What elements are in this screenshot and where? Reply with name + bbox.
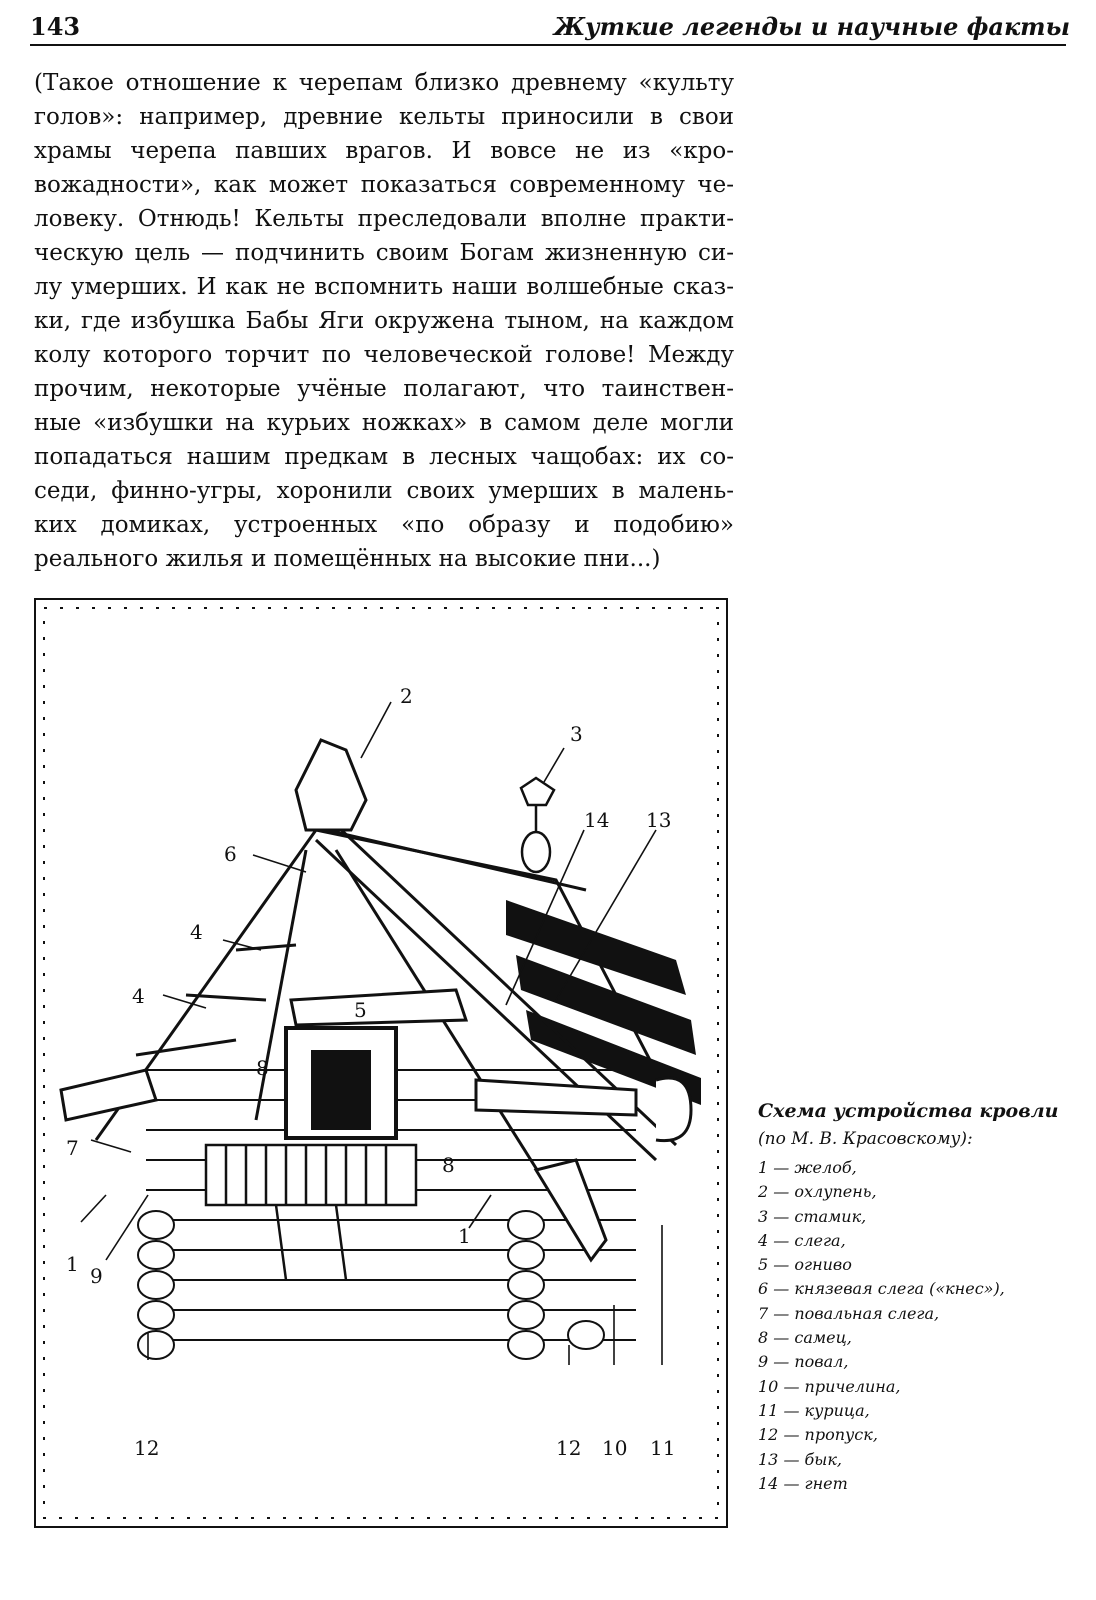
log-ends-left (138, 1211, 174, 1359)
gutter-left (61, 1070, 156, 1120)
callout-2: 2 (400, 684, 413, 708)
callout-1-right: 1 (458, 1224, 471, 1248)
legend-item: 11 — курица, (758, 1400, 870, 1420)
roof-illustration (36, 600, 726, 1526)
header-rule (30, 44, 1066, 46)
legend-item: 1 — желоб, (758, 1158, 857, 1177)
callout-5: 5 (354, 998, 367, 1022)
callout-12-left: 12 (134, 1436, 160, 1460)
legend-item: 13 — бык, (758, 1449, 842, 1469)
okhlupen-horse-head (296, 740, 366, 830)
legend-item: 7 — повальная слега, (758, 1303, 940, 1323)
callout-12-right: 12 (556, 1436, 582, 1460)
callout-7: 7 (66, 1136, 79, 1160)
caption-legend (758, 1156, 1068, 1496)
prichelina-board (536, 1160, 606, 1260)
callout-10: 10 (602, 1436, 628, 1460)
caption-source: (по М. В. Красовскому): (758, 1129, 973, 1149)
roof-diagram-figure (34, 598, 728, 1528)
legend-item: 2 — охлупень, (758, 1182, 877, 1202)
legend-item: 3 — стамик, (758, 1206, 867, 1226)
kuritsa-hook (656, 1078, 691, 1141)
balcony (206, 1145, 416, 1280)
legend-item: 6 — князевая слега («кнес»), (758, 1279, 1005, 1299)
legend-item: 4 — слега, (758, 1230, 846, 1250)
legend-item: 10 — причелина, (758, 1376, 901, 1396)
roof-boards (506, 900, 701, 1105)
callout-1-left: 1 (66, 1252, 79, 1276)
callout-9: 9 (90, 1264, 103, 1288)
legend-item: 14 — гнет (758, 1473, 848, 1493)
callout-3: 3 (570, 722, 583, 746)
callout-11: 11 (650, 1436, 676, 1460)
legend-item: 8 — самец, (758, 1328, 852, 1348)
body-paragraph: (Такое отношение к черепам близко древнему «культу голов»: например, древние кельты приносили в свои храмы черепа павших врагов. И вовсе не из «кро-вожадности», как может показаться современному че-ловеку. Отнюдь! Кельты преследовали вполне практи-ческую цель — подчинить своим Богам жизненную си-лу умерших. И как не вспомнить наши волшебные сказ-ки, где избушка Бабы Яги окружена тыном, на каждом колу которого торчит по человеческой голове! Между прочим, некоторые учёные полагают, что таинствен-ные «избушки на курьих ножках» в самом деле могли попадаться нашим предкам в лесных чащобах: их со-седи, финно-угры, хоронили своих умерших в малень-ких домиках, устроенных «по образу и подобию» реального жилья и помещённых на высокие пни...) (34, 70, 734, 572)
callout-8-lower: 8 (442, 1153, 455, 1177)
window (286, 1028, 396, 1138)
callout-4-lower: 4 (132, 984, 145, 1008)
callout-6: 6 (224, 842, 237, 866)
legend-item: 9 — повал, (758, 1352, 849, 1372)
callout-8-upper: 8 (256, 1056, 269, 1080)
legend-item: 5 — огниво (758, 1255, 852, 1275)
callout-4-upper: 4 (190, 920, 203, 944)
callout-14: 14 (584, 808, 610, 832)
legend-item: 12 — пропуск, (758, 1425, 878, 1445)
stamik-bird (521, 778, 554, 872)
running-title: Жуткие легенды и научные факты (553, 12, 1070, 41)
ognivo-bracket (291, 990, 466, 1025)
caption-title: Схема устройства кровли (758, 1100, 1059, 1122)
figure-caption (758, 1098, 1068, 1496)
callout-13: 13 (646, 808, 672, 832)
page-number: 143 (30, 12, 81, 41)
